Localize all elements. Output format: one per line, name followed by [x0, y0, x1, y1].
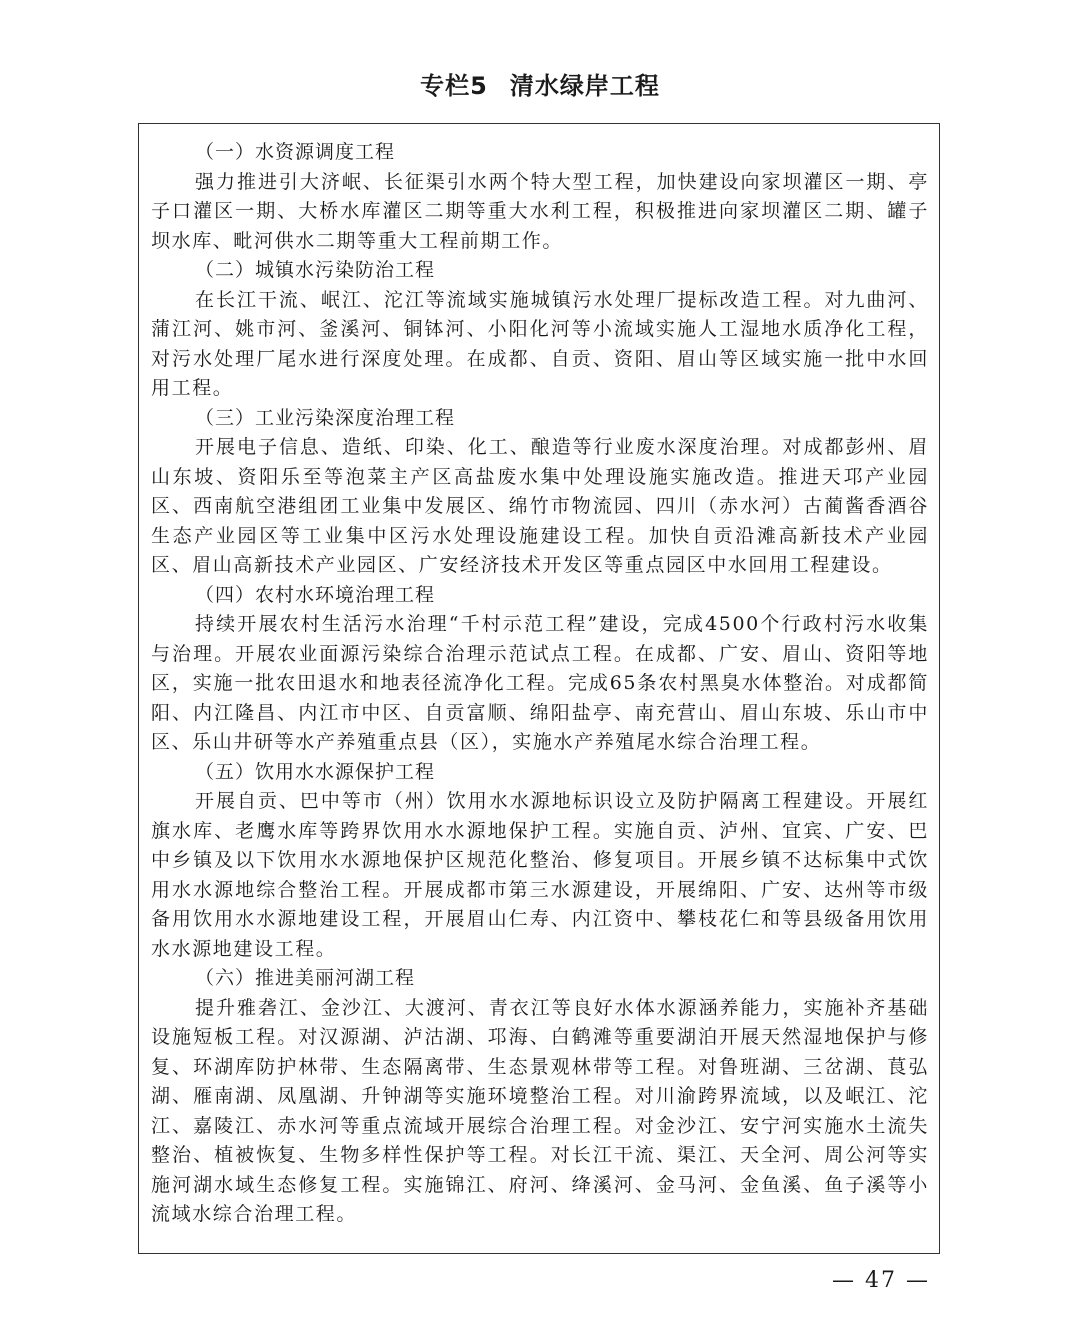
section-heading: （三）工业污染深度治理工程 — [195, 406, 456, 429]
section-2 — [151, 256, 929, 404]
column-label: 专栏5 — [420, 72, 488, 100]
section-3 — [151, 404, 929, 581]
section-heading: （五）饮用水水源保护工程 — [195, 760, 436, 783]
section-6 — [151, 964, 929, 1230]
page-number: — 47 — — [832, 1268, 930, 1293]
column-title: 清水绿岸工程 — [509, 72, 660, 100]
section-heading: （一）水资源调度工程 — [195, 141, 396, 163]
section-body: 在长江干流、岷江、沱江等流域实施城镇污水处理厂提标改造工程。对九曲河、蒲江河、姚市河、釜溪河、铜钵河、小阳化河等小流域实施人工湿地水质净化工程，对污水处理厂尾水进行深度处理。在成都、自贡、资阳、眉山等区域实施一批中水回用工程。 — [151, 288, 929, 399]
section-heading: （六）推进美丽河湖工程 — [195, 967, 416, 989]
section-heading: （二）城镇水污染防治工程 — [195, 259, 436, 281]
content-box — [138, 123, 940, 1254]
page-title — [0, 66, 1080, 106]
section-body: 提升雅砻江、金沙江、大渡河、青衣江等良好水体水源涵养能力，实施补齐基础设施短板工程。对汉源湖、泸沽湖、邛海、白鹤滩等重要湖泊开展天然湿地保护与修复、环湖库防护林带、生态隔离带、生态景观林带等工程。对鲁班湖、三岔湖、茛弘湖、雁南湖、凤凰湖、升钟湖等实施环境整治工程。对川渝跨界流域，以及岷江、沱江、嘉陵江、赤水河等重点流域开展综合治理工程。对金沙江、安宁河实施水土流失整治、植被恢复、生物多样性保护等工程。对长江干流、渠江、天全河、周公河等实施河湖水域生态修复工程。实施锦江、府河、绛溪河、金马河、金鱼溪、鱼子溪等小流域水综合治理工程。 — [151, 996, 929, 1225]
section-4 — [151, 581, 929, 758]
section-5 — [151, 758, 929, 965]
section-body: 开展电子信息、造纸、印染、化工、酿造等行业废水深度治理。对成都彭州、眉山东坡、资阳乐至等泡菜主产区高盐废水集中处理设施实施改造。推进天邛产业园区、西南航空港组团工业集中发展区、绵竹市物流园、四川（赤水河）古蔺酱香酒谷生态产业园区等工业集中区污水处理设施建设工程。加快自贡沿滩高新技术产业园区、眉山高新技术产业园区、广安经济技术开发区等重点园区中水回用工程建设。 — [151, 436, 929, 576]
section-1 — [151, 138, 929, 256]
section-body: 强力推进引大济岷、长征渠引水两个特大型工程，加快建设向家坝灌区一期、亭子口灌区一期、大桥水库灌区二期等重大水利工程，积极推进向家坝灌区二期、罐子坝水库、毗河供水二期等重大工程前期工作。 — [151, 170, 929, 252]
section-body: 开展自贡、巴中等市（州）饮用水水源地标识设立及防护隔离工程建设。开展红旗水库、老鹰水库等跨界饮用水水源地保护工程。实施自贡、泸州、宜宾、广安、巴中乡镇及以下饮用水水源地保护区规范化整治、修复项目。开展乡镇不达标集中式饮用水水源地综合整治工程。开展成都市第三水源建设，开展绵阳、广安、达州等市级备用饮用水水源地建设工程，开展眉山仁寿、内江资中、攀枝花仁和等县级备用饮用水水源地建设工程。 — [151, 790, 929, 960]
section-heading: （四）农村水环境治理工程 — [195, 583, 436, 606]
section-body: 持续开展农村生活污水治理“千村示范工程”建设，完成4500个行政村污水收集与治理。开展农业面源污染综合治理示范试点工程。在成都、广安、眉山、资阳等地区，实施一批农田退水和地表径流净化工程。完成65条农村黑臭水体整治。对成都简阳、内江隆昌、内江市中区、自贡富顺、绵阳盐亭、南充营山、眉山东坡、乐山市中区、乐山井研等水产养殖重点县（区），实施水产养殖尾水综合治理工程。 — [151, 613, 929, 753]
